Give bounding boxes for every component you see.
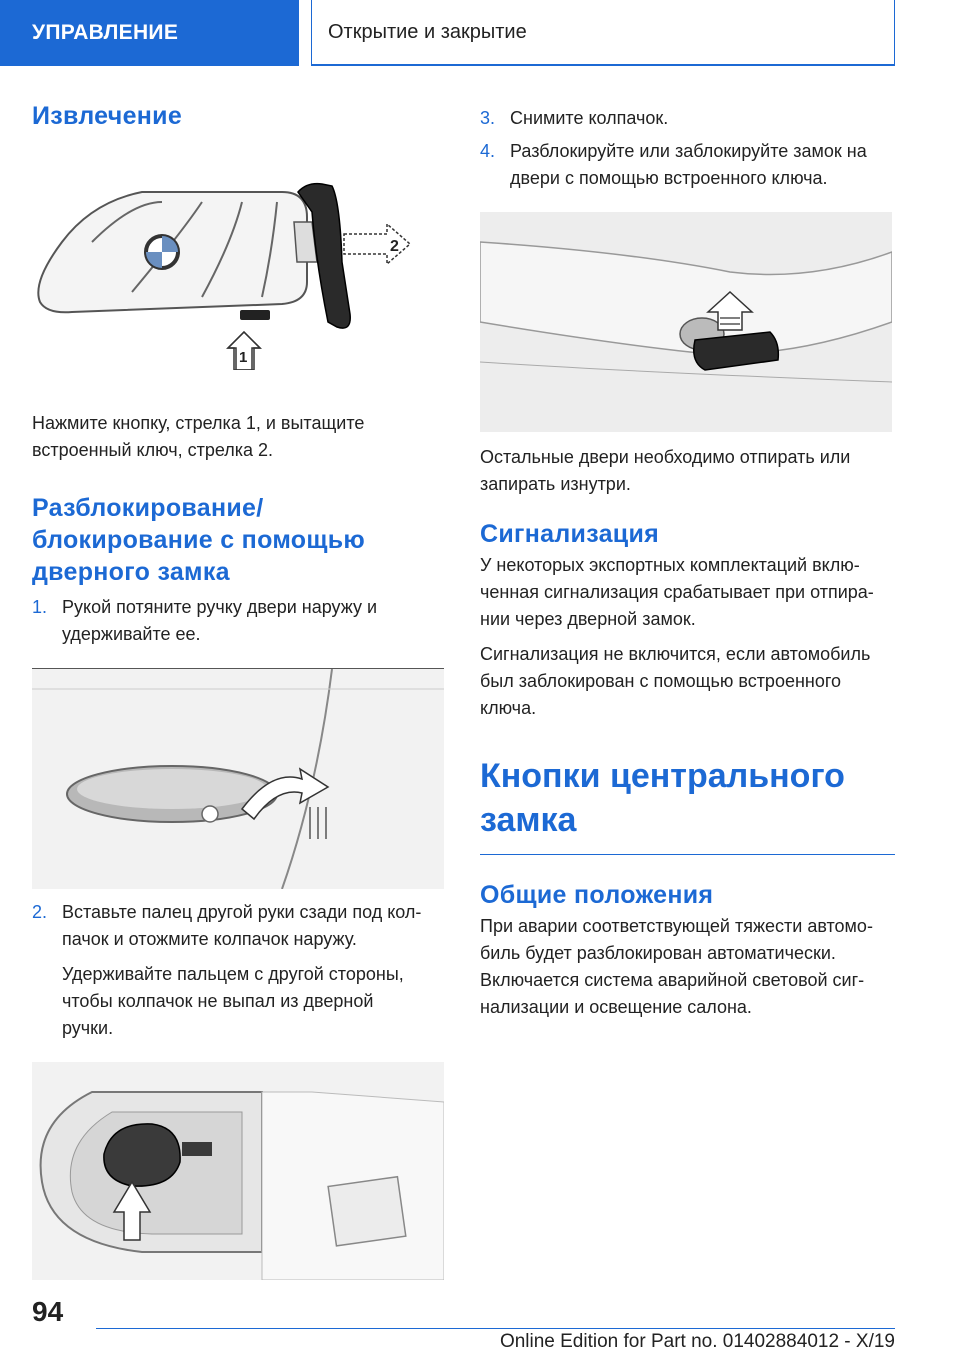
alarm-paragraph-1 [480,552,895,633]
step-2-note-line-3: ручки. [62,1018,114,1038]
general-line-2: биль будет разблокирован автоматически. [480,943,836,963]
alarm-p2-line-3: ключа. [480,698,537,718]
other-doors-line-1: Остальные двери необходимо отпирать или [480,447,851,467]
step-4-number: 4. [480,141,496,161]
general-line-1: При аварии соответствующей тяжести автомо‐ [480,916,873,936]
heading-central-line-1: Кнопки центрального [480,757,845,795]
heading-unlock-line-1: Разблокирование/ [32,494,264,522]
step-3 [480,105,895,132]
header-chapter-label: Открытие и закрытие [328,20,527,43]
step-3-number: 3. [480,108,496,128]
step-1-line-2: удерживайте ее. [62,624,201,644]
door-handle-pull-drawing [32,669,444,889]
step-1 [32,594,444,648]
alarm-p1-line-1: У некоторых экспортных комплектаций вклю‐ [480,555,860,575]
general-paragraph [480,913,895,1021]
heading-extract: Извлечение [32,102,183,130]
page-number: 94 [32,1296,64,1327]
heading-unlock-line-3: дверного замка [32,558,230,586]
alarm-p1-line-3: нии через дверной замок. [480,609,696,629]
caption-extract-line-1: Нажмите кнопку, стрелка 1, и вытащите [32,413,365,433]
heading-unlock-line-2: блокирование с помощью [32,526,366,554]
general-line-3: Включается система аварийной световой сиг‐ [480,970,865,990]
heading-unlock [32,492,444,588]
step-2-line-2: пачок и отожмите колпачок наружу. [62,929,357,949]
step-2-line-1: Вставьте палец другой руки сзади под кол‐ [62,902,422,922]
step-2-number: 2. [32,902,48,922]
header-section-label: УПРАВЛЕНИЕ [32,21,179,44]
heading-alarm: Сигнализация [480,520,660,548]
arrow-label-2: 2 [390,238,399,255]
alarm-paragraph-2 [480,641,895,722]
step-4-line-1: Разблокируйте или заблокируйте замок на [510,141,867,161]
arrow-label-1: 1 [239,349,248,366]
footer-edition: Online Edition for Part no. 01402884012 - X/19 [499,1331,895,1352]
footer-rule [96,1328,895,1329]
key-fob-illustration [32,162,444,370]
step-4-line-2: двери с помощью встроенного ключа. [510,168,828,188]
other-doors-line-2: запирать изнутри. [480,474,631,494]
left-column [32,100,444,1280]
step-2-note-line-2: чтобы колпачок не выпал из дверной [62,991,374,1011]
general-line-4: нализации и освещение салона. [480,997,752,1017]
step-3-line-1: Снимите колпачок. [510,108,669,128]
cap-removal-illustration [32,1062,444,1280]
header-section-tab [0,0,299,66]
alarm-p2-line-2: был заблокирован с помощью встроенного [480,671,842,691]
key-in-lock-drawing [480,212,892,432]
alarm-p1-line-2: ченная сигнализация срабатывает при отпира‐ [480,582,874,602]
right-column [480,100,895,1021]
step-2-note [32,961,444,1042]
heading-central-line-2: замка [480,801,577,839]
step-2-note-line-1: Удерживайте пальцем с другой стороны, [62,964,404,984]
key-fob-drawing [32,162,444,370]
door-handle-pull-illustration [32,668,444,889]
step-2 [32,899,444,953]
heading-general: Общие положения [480,881,714,909]
header-chapter-box [311,0,895,66]
cap-removal-drawing [32,1062,444,1280]
heading-central-lock [480,754,895,842]
step-1-line-1: Рукой потяните ручку двери наружу и [62,597,378,617]
caption-extract [32,410,444,464]
step-1-number: 1. [32,597,48,617]
key-in-lock-illustration [480,212,892,432]
other-doors-text [480,444,895,498]
step-4 [480,138,895,192]
heading-central-underline [480,854,895,855]
alarm-p2-line-1: Сигнализация не включится, если автомобиль [480,644,871,664]
caption-extract-line-2: встроенный ключ, стрелка 2. [32,440,274,460]
